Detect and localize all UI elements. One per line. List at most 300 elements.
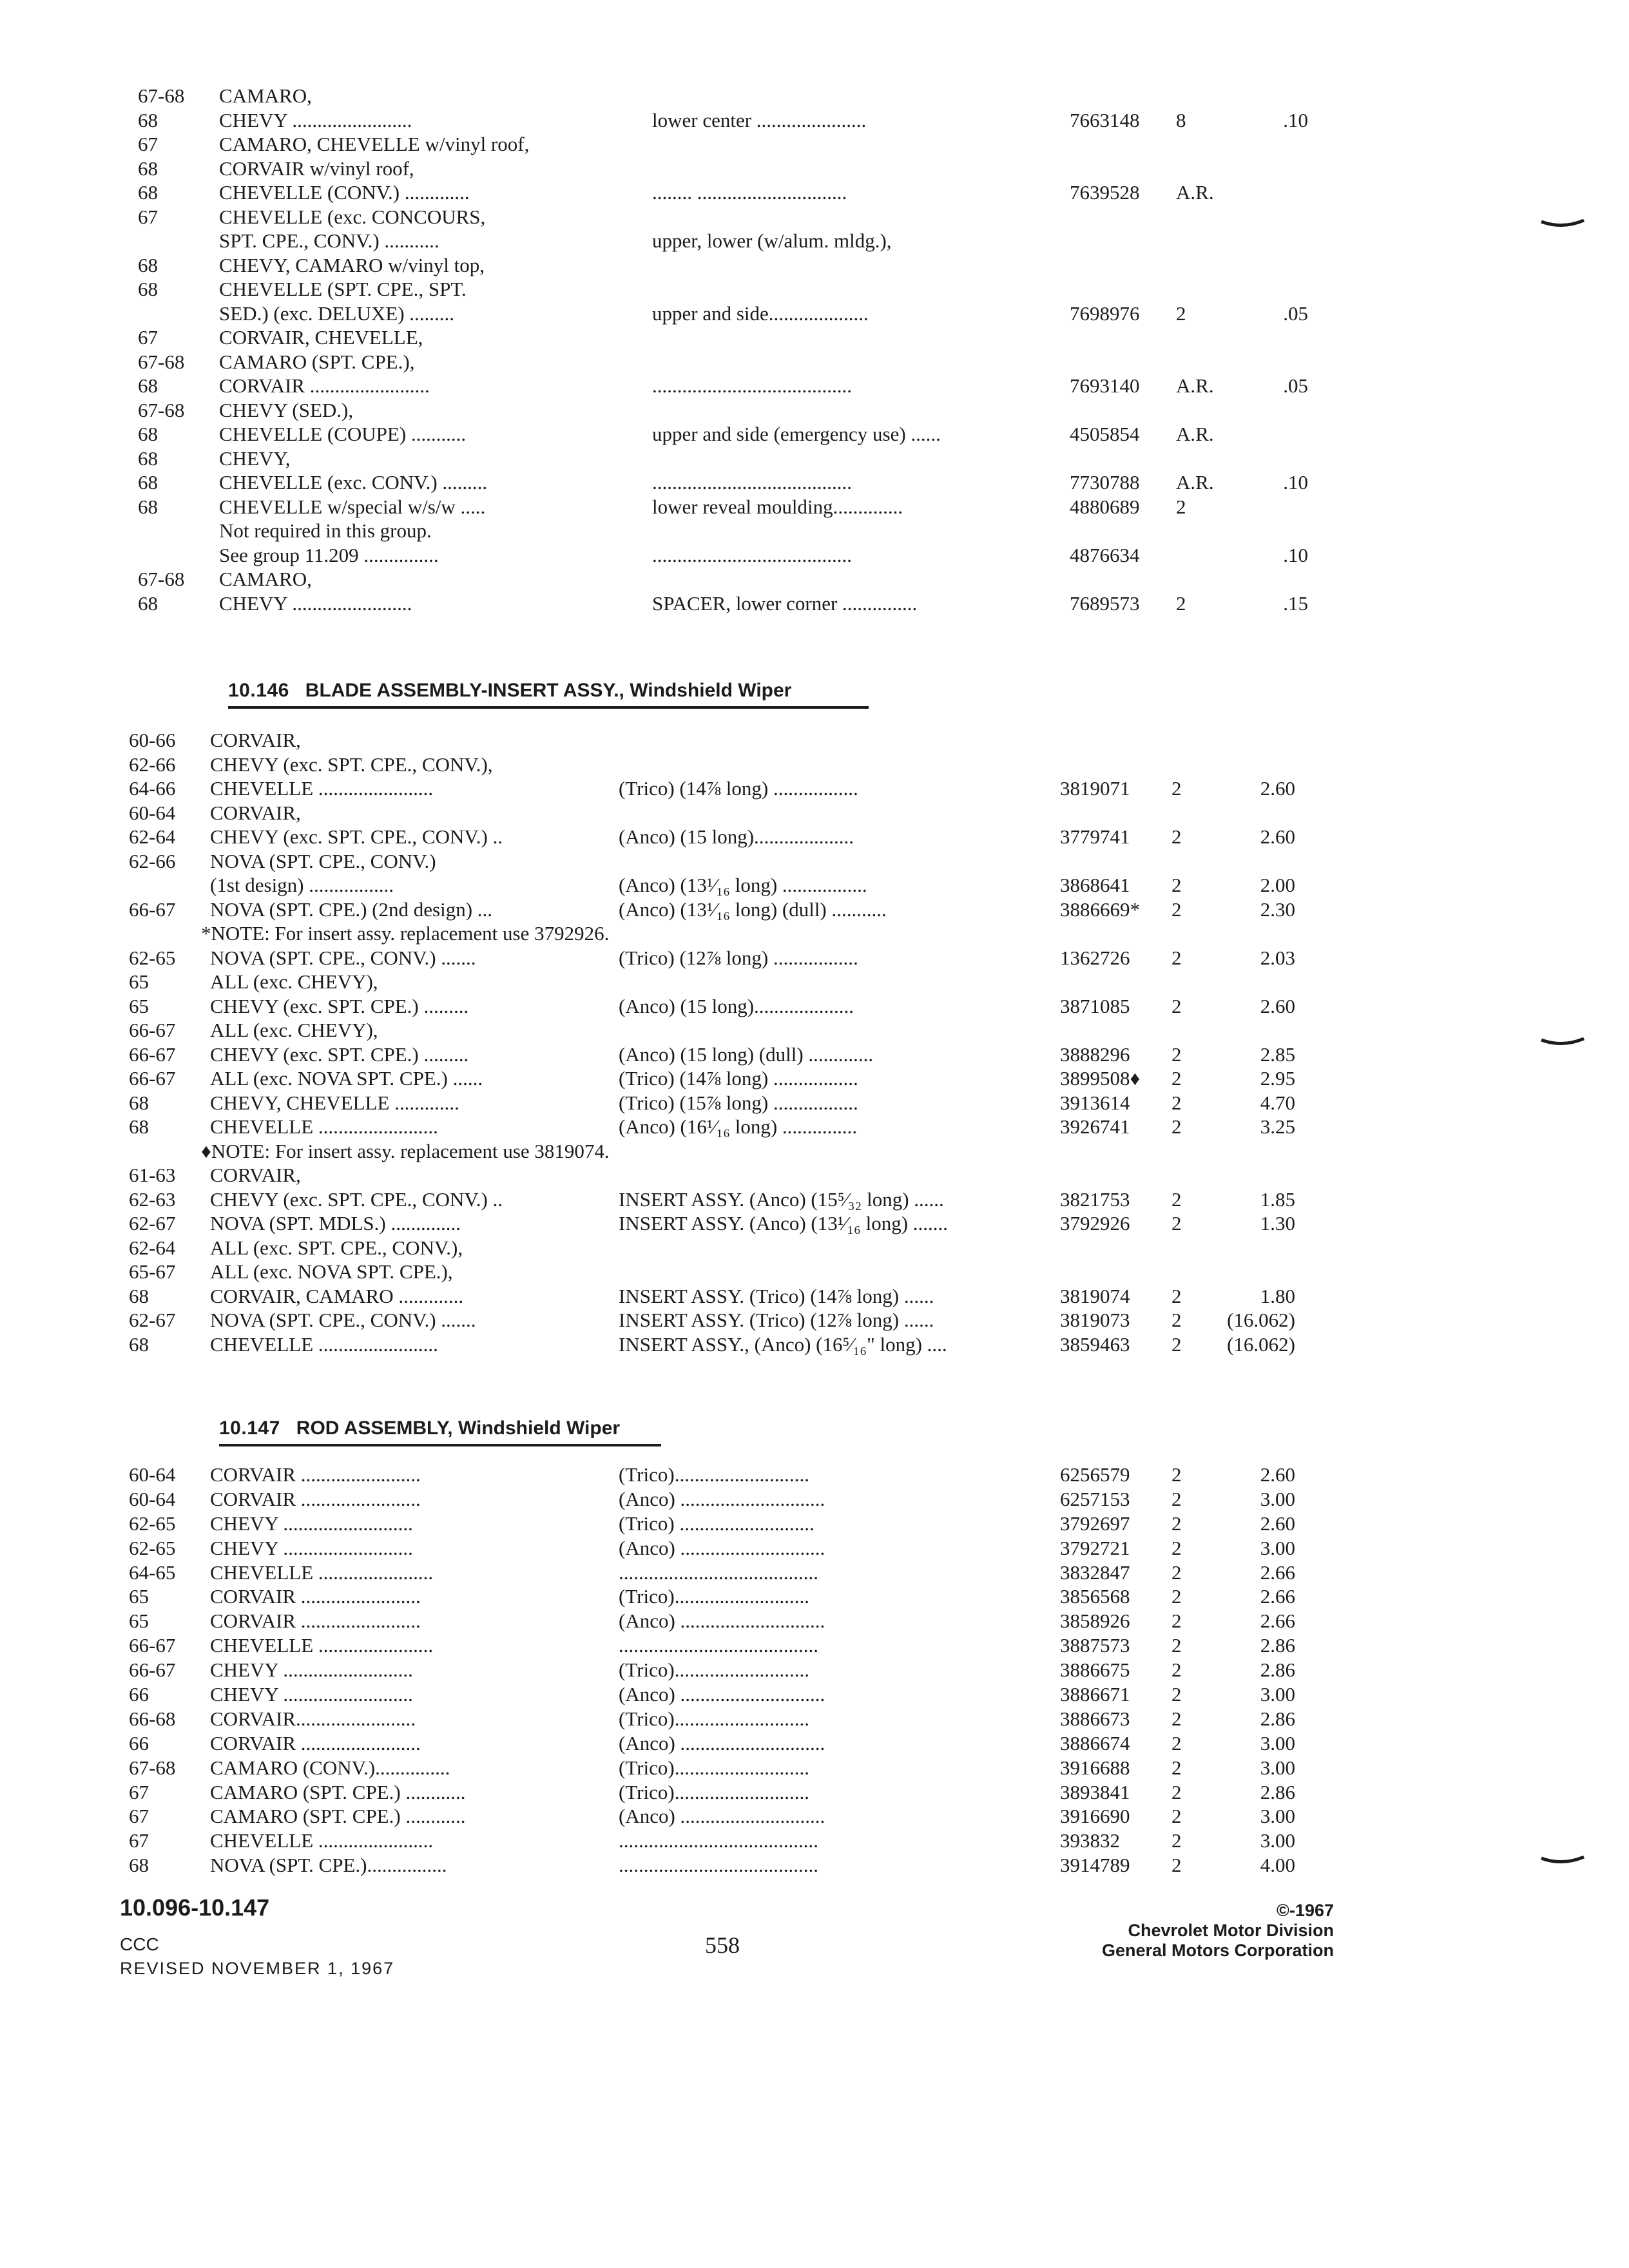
part-description: INSERT ASSY. (Anco) (13¹⁄₁₆ long) .......	[619, 1212, 949, 1235]
parts-row	[0, 1780, 1629, 1805]
quantity: 2	[1171, 1854, 1182, 1877]
quantity: 2	[1171, 1067, 1182, 1090]
part-description: (Anco) (16¹⁄₁₆ long) ...............	[619, 1115, 858, 1138]
model-year: 68	[138, 278, 158, 300]
model-year: 66	[129, 1731, 149, 1754]
parts-row	[0, 1018, 1629, 1043]
parts-row	[0, 1584, 1629, 1609]
price: 2.86	[1260, 1780, 1295, 1803]
part-number: 3916688	[1060, 1756, 1130, 1779]
model-name: CAMARO (CONV.)...............	[210, 1756, 450, 1779]
model-year: 68	[138, 591, 158, 615]
corporation: General Motors Corporation	[1101, 1941, 1334, 1960]
model-year: 68	[129, 1332, 149, 1356]
parts-row	[0, 277, 1629, 302]
part-description: INSERT ASSY. (Anco) (15⁵⁄₃₂ long) ......	[619, 1187, 944, 1211]
parts-row	[0, 519, 1629, 543]
model-name: CORVAIR ........................	[210, 1731, 421, 1754]
model-name: NOVA (SPT. CPE., CONV.) .......	[210, 1309, 476, 1331]
quantity: 2	[1171, 1487, 1182, 1510]
part-description: (Trico)...........................	[619, 1780, 809, 1803]
model-year: 68	[138, 181, 158, 204]
model-name: CHEVY (SED.),	[219, 398, 354, 421]
price: .05	[1283, 302, 1308, 325]
parts-row	[0, 1658, 1629, 1682]
model-name: NOVA (SPT. CPE.)................	[210, 1854, 447, 1877]
parts-row	[0, 1043, 1629, 1067]
model-name: NOVA (SPT. CPE., CONV.) .......	[210, 946, 476, 969]
quantity: A.R.	[1176, 423, 1214, 445]
model-name: CORVAIR........................	[210, 1707, 416, 1730]
binder-mark-icon	[1540, 219, 1585, 228]
quantity: 2	[1171, 1043, 1182, 1066]
model-year: 68	[129, 1854, 149, 1877]
part-description: (Anco) .............................	[619, 1487, 825, 1510]
parts-row	[0, 422, 1629, 447]
part-description: (Anco) .............................	[619, 1683, 825, 1706]
parts-row	[0, 825, 1629, 849]
model-year: 62-65	[129, 1536, 176, 1559]
part-number: 1362726	[1060, 946, 1130, 969]
part-number: 4876634	[1070, 543, 1140, 566]
model-year: 66-67	[129, 1634, 176, 1657]
part-number: 3821753	[1060, 1187, 1130, 1211]
quantity: A.R.	[1176, 471, 1214, 494]
model-year: 68	[138, 471, 158, 494]
part-description: (Trico) (14⅞ long) .................	[619, 1067, 858, 1090]
model-year: 67-68	[138, 350, 185, 373]
part-description: (Trico) ...........................	[619, 1512, 815, 1535]
quantity: 2	[1171, 1756, 1182, 1779]
quantity: 2	[1171, 1091, 1182, 1114]
part-description: upper and side....................	[652, 302, 869, 325]
part-description: lower reveal moulding..............	[652, 495, 903, 518]
model-year: 68	[138, 423, 158, 445]
price: .15	[1283, 591, 1308, 615]
section-rod-assembly	[0, 1463, 1629, 1878]
heading-underline	[219, 1444, 661, 1446]
price: 2.60	[1260, 1512, 1295, 1535]
parts-row	[0, 1487, 1629, 1512]
part-number: 3886675	[1060, 1658, 1130, 1682]
model-name: CHEVELLE ........................	[210, 1332, 438, 1356]
model-name: CHEVY ..........................	[210, 1536, 413, 1559]
parts-row	[0, 753, 1629, 777]
page-number: 558	[705, 1932, 740, 1958]
parts-row	[0, 1731, 1629, 1756]
model-year: 65	[129, 1610, 149, 1633]
price: 2.60	[1260, 777, 1295, 800]
part-number: 7693140	[1070, 374, 1140, 397]
parts-row	[0, 728, 1629, 753]
parts-row	[0, 776, 1629, 801]
model-year: 65	[129, 1585, 149, 1608]
model-year: 68	[138, 495, 158, 518]
part-description: (Anco) .............................	[619, 1731, 825, 1754]
parts-row	[0, 132, 1629, 157]
parts-row	[0, 1115, 1629, 1139]
model-name: CHEVY,	[219, 447, 291, 470]
parts-row	[0, 1756, 1629, 1780]
model-year: 68	[138, 157, 158, 180]
model-name: ALL (exc. CHEVY),	[210, 1019, 378, 1041]
part-description: upper, lower (w/alum. mldg.),	[652, 229, 892, 252]
parts-row	[0, 1561, 1629, 1585]
price: 3.00	[1260, 1756, 1295, 1779]
heading-number: 10.147	[219, 1418, 280, 1439]
part-number: 7698976	[1070, 302, 1140, 325]
quantity: 2	[1176, 302, 1186, 325]
heading-title: ROD ASSEMBLY, Windshield Wiper	[296, 1418, 621, 1439]
part-description: (Anco) .............................	[619, 1610, 825, 1633]
model-name: CHEVY (exc. SPT. CPE., CONV.),	[210, 753, 493, 776]
quantity: 2	[1171, 1536, 1182, 1559]
price: 2.60	[1260, 1463, 1295, 1486]
part-description: (Trico)...........................	[619, 1585, 809, 1608]
price: 2.66	[1260, 1585, 1295, 1608]
part-description: (Trico)...........................	[619, 1463, 809, 1486]
part-description: ........................................	[619, 1561, 818, 1584]
model-name: CHEVELLE .......................	[210, 777, 434, 800]
section-heading-blade-assembly	[228, 677, 869, 705]
parts-row	[0, 1163, 1629, 1187]
quantity: 2	[1171, 777, 1182, 800]
model-year: 65	[129, 994, 149, 1017]
parts-row	[0, 1804, 1629, 1829]
model-name: CORVAIR,	[210, 801, 301, 824]
model-name: CAMARO,	[219, 568, 312, 590]
part-number: 3792721	[1060, 1536, 1130, 1559]
parts-row	[0, 543, 1629, 568]
price: 3.00	[1260, 1829, 1295, 1852]
model-year: 67	[129, 1805, 149, 1828]
part-number: 3792697	[1060, 1512, 1130, 1535]
quantity: 2	[1171, 1561, 1182, 1584]
part-description: (Anco) (15 long)....................	[619, 825, 854, 848]
model-name: CORVAIR ........................	[210, 1585, 421, 1608]
price: 2.60	[1260, 994, 1295, 1017]
part-number: 3779741	[1060, 825, 1130, 848]
model-name: ALL (exc. NOVA SPT. CPE.) ......	[210, 1067, 483, 1090]
quantity: 2	[1171, 1610, 1182, 1633]
section-continued-mouldings	[0, 84, 1629, 615]
price: .10	[1283, 471, 1308, 494]
part-number: 3899508♦	[1060, 1067, 1141, 1090]
parts-row	[0, 1236, 1629, 1260]
model-name: CHEVELLE w/special w/s/w .....	[219, 495, 486, 518]
price: 2.86	[1260, 1658, 1295, 1682]
price: (16.062)	[1227, 1332, 1295, 1356]
part-description: (Anco) (13¹⁄₁₆ long) (dull) ...........	[619, 898, 887, 921]
model-year: 62-66	[129, 753, 176, 776]
model-year: 68	[129, 1284, 149, 1307]
quantity: 2	[1171, 1805, 1182, 1828]
price: 3.00	[1260, 1683, 1295, 1706]
model-name: CAMARO (SPT. CPE.),	[219, 350, 415, 373]
model-name: ALL (exc. NOVA SPT. CPE.),	[210, 1260, 453, 1283]
model-name: CHEVY (exc. SPT. CPE., CONV.) ..	[210, 1187, 503, 1211]
model-name: CHEVY ..........................	[210, 1512, 413, 1535]
part-number: 7639528	[1070, 181, 1140, 204]
part-description: ........................................	[652, 543, 852, 566]
quantity: 2	[1171, 1585, 1182, 1608]
model-year: 68	[129, 1091, 149, 1114]
part-description: (Trico)...........................	[619, 1658, 809, 1682]
parts-row	[0, 1829, 1629, 1853]
part-number: 6257153	[1060, 1487, 1130, 1510]
heading-number: 10.146	[228, 680, 289, 701]
model-year: 67	[138, 205, 158, 228]
part-number: 3792926	[1060, 1212, 1130, 1235]
part-description: (Trico) (12⅞ long) .................	[619, 946, 858, 969]
price: 2.00	[1260, 874, 1295, 896]
section-blade-assembly	[0, 728, 1629, 1356]
model-year: 62-67	[129, 1309, 176, 1331]
parts-row	[0, 398, 1629, 423]
price: (16.062)	[1227, 1309, 1295, 1331]
binder-mark-icon	[1540, 1856, 1585, 1865]
quantity: 2	[1176, 591, 1186, 615]
parts-row	[0, 253, 1629, 278]
part-description: ........................................	[619, 1854, 818, 1877]
price: .05	[1283, 374, 1308, 397]
quantity: 2	[1171, 1463, 1182, 1486]
parts-row	[0, 1091, 1629, 1115]
parts-row	[0, 873, 1629, 898]
model-year: 67	[138, 133, 158, 155]
part-description: (Trico) (15⅞ long) .................	[619, 1091, 858, 1114]
model-year: 60-64	[129, 801, 176, 824]
model-name: Not required in this group.	[219, 519, 432, 542]
price: 1.80	[1260, 1284, 1295, 1307]
part-number: 3856568	[1060, 1585, 1130, 1608]
part-description: (Trico)...........................	[619, 1756, 809, 1779]
model-name: CAMARO (SPT. CPE.) ............	[210, 1805, 466, 1828]
part-number: 3859463	[1060, 1332, 1130, 1356]
footer-revised-date: REVISED NOVEMBER 1, 1967	[120, 1959, 395, 1978]
model-year: 62-64	[129, 825, 176, 848]
model-name: CHEVY, CHEVELLE .............	[210, 1091, 459, 1114]
price: 4.00	[1260, 1854, 1295, 1877]
model-year: 66	[129, 1683, 149, 1706]
model-year: 60-64	[129, 1463, 176, 1486]
part-number: 4880689	[1070, 495, 1140, 518]
parts-row	[0, 801, 1629, 825]
model-name: CORVAIR,	[210, 1164, 301, 1186]
parts-row	[0, 1707, 1629, 1731]
parts-row	[0, 205, 1629, 229]
model-year: 62-65	[129, 1512, 176, 1535]
part-number: 3819071	[1060, 777, 1130, 800]
model-name: CHEVELLE (exc. CONCOURS,	[219, 205, 486, 228]
footnote	[0, 1139, 1629, 1164]
model-name: NOVA (SPT. CPE.) (2nd design) ...	[210, 898, 493, 921]
part-description: ........................................	[652, 374, 852, 397]
part-number: 3858926	[1060, 1610, 1130, 1633]
parts-row	[0, 84, 1629, 108]
quantity: 2	[1171, 1284, 1182, 1307]
quantity: A.R.	[1176, 181, 1214, 204]
price: 3.00	[1260, 1731, 1295, 1754]
part-description: (Anco) .............................	[619, 1536, 825, 1559]
parts-row	[0, 447, 1629, 471]
parts-row	[0, 157, 1629, 181]
model-year: 67-68	[138, 568, 185, 590]
model-year: 66-68	[129, 1707, 176, 1730]
model-year: 62-64	[129, 1236, 176, 1259]
parts-row	[0, 470, 1629, 495]
parts-row	[0, 898, 1629, 922]
model-name: CORVAIR, CHEVELLE,	[219, 326, 423, 349]
part-description: (Trico) (14⅞ long) .................	[619, 777, 858, 800]
model-name: NOVA (SPT. CPE., CONV.)	[210, 849, 436, 872]
price: 3.00	[1260, 1536, 1295, 1559]
quantity: 2	[1171, 1634, 1182, 1657]
part-number: 3886671	[1060, 1683, 1130, 1706]
part-number: 3819074	[1060, 1284, 1130, 1307]
part-number: 7730788	[1070, 471, 1140, 494]
part-description: INSERT ASSY., (Anco) (16⁵⁄₁₆" long) ....	[619, 1332, 947, 1356]
part-number: 3819073	[1060, 1309, 1130, 1331]
price: 2.85	[1260, 1043, 1295, 1066]
quantity: A.R.	[1176, 374, 1214, 397]
part-number: 3832847	[1060, 1561, 1130, 1584]
model-name: ALL (exc. CHEVY),	[210, 970, 378, 993]
model-year: 66-67	[129, 1067, 176, 1090]
price: 2.86	[1260, 1634, 1295, 1657]
part-number: 7689573	[1070, 591, 1140, 615]
part-description: INSERT ASSY. (Trico) (12⅞ long) ......	[619, 1309, 934, 1331]
quantity: 2	[1171, 1212, 1182, 1235]
parts-row	[0, 1260, 1629, 1284]
model-year: 67	[138, 326, 158, 349]
model-name: CORVAIR w/vinyl roof,	[219, 157, 414, 180]
model-name: CORVAIR ........................	[210, 1463, 421, 1486]
model-name: CHEVY ........................	[219, 108, 412, 131]
quantity: 2	[1171, 825, 1182, 848]
quantity: 2	[1171, 1332, 1182, 1356]
model-year: 60-66	[129, 729, 176, 751]
price: 2.60	[1260, 825, 1295, 848]
part-number: 3886673	[1060, 1707, 1130, 1730]
parts-row	[0, 1536, 1629, 1561]
quantity: 2	[1171, 1658, 1182, 1682]
price: 1.30	[1260, 1212, 1295, 1235]
quantity: 2	[1171, 898, 1182, 921]
model-year: 62-63	[129, 1187, 176, 1211]
model-year: 64-65	[129, 1561, 176, 1584]
model-year: 67	[129, 1780, 149, 1803]
quantity: 2	[1171, 1187, 1182, 1211]
footnote	[0, 921, 1629, 946]
model-name: NOVA (SPT. MDLS.) ..............	[210, 1212, 461, 1235]
model-name: CHEVELLE (SPT. CPE., SPT.	[219, 278, 467, 300]
price: 2.03	[1260, 946, 1295, 969]
price: 4.70	[1260, 1091, 1295, 1114]
quantity: 2	[1171, 1829, 1182, 1852]
part-description: (Trico)...........................	[619, 1707, 809, 1730]
parts-row	[0, 374, 1629, 398]
parts-row	[0, 108, 1629, 133]
price: 3.25	[1260, 1115, 1295, 1138]
quantity: 2	[1176, 495, 1186, 518]
parts-row	[0, 567, 1629, 591]
price: 2.95	[1260, 1067, 1295, 1090]
quantity: 2	[1171, 1115, 1182, 1138]
part-number: 4505854	[1070, 423, 1140, 445]
model-name: CAMARO (SPT. CPE.) ............	[210, 1780, 466, 1803]
footer-code: CCC	[120, 1934, 159, 1954]
model-name: See group 11.209 ...............	[219, 543, 439, 566]
parts-row	[0, 1332, 1629, 1357]
parts-row	[0, 229, 1629, 253]
part-description: (Anco) .............................	[619, 1805, 825, 1828]
footer-group-range: 10.096-10.147	[120, 1894, 270, 1921]
model-name: SED.) (exc. DELUXE) .........	[219, 302, 455, 325]
model-name: CHEVY ..........................	[210, 1683, 413, 1706]
parts-row	[0, 970, 1629, 994]
footer-copyright-block	[1089, 1901, 1334, 1961]
model-year: 66-67	[129, 1043, 176, 1066]
parts-row	[0, 1633, 1629, 1658]
model-year: 65-67	[129, 1260, 176, 1283]
parts-row	[0, 302, 1629, 326]
model-year: 60-64	[129, 1487, 176, 1510]
model-name: CHEVY (exc. SPT. CPE.) .........	[210, 1043, 469, 1066]
part-description: upper and side (emergency use) ......	[652, 423, 941, 445]
model-year: 68	[138, 447, 158, 470]
part-number: 3916690	[1060, 1805, 1130, 1828]
parts-row	[0, 1211, 1629, 1236]
price: 2.66	[1260, 1561, 1295, 1584]
model-name: CHEVELLE .......................	[210, 1829, 434, 1852]
division: Chevrolet Motor Division	[1128, 1921, 1334, 1940]
price: 3.00	[1260, 1487, 1295, 1510]
price: 3.00	[1260, 1805, 1295, 1828]
model-name: CHEVELLE .......................	[210, 1634, 434, 1657]
model-year: 68	[138, 108, 158, 131]
model-year: 67-68	[138, 398, 185, 421]
binder-mark-icon	[1540, 1037, 1585, 1046]
part-number: 3888296	[1060, 1043, 1130, 1066]
model-name: CHEVELLE ........................	[210, 1115, 438, 1138]
parts-row	[0, 946, 1629, 970]
heading-underline	[228, 706, 869, 709]
parts-row	[0, 994, 1629, 1019]
parts-row	[0, 1187, 1629, 1212]
part-number: 3871085	[1060, 994, 1130, 1017]
quantity: 2	[1171, 1309, 1182, 1331]
model-year: 67-68	[129, 1756, 176, 1779]
heading-title: BLADE ASSEMBLY-INSERT ASSY., Windshield Wiper	[305, 680, 792, 701]
price: .10	[1283, 543, 1308, 566]
part-number: 3887573	[1060, 1634, 1130, 1657]
model-year: 68	[138, 253, 158, 276]
quantity: 2	[1171, 1512, 1182, 1535]
model-year: 67	[129, 1829, 149, 1852]
parts-row	[0, 180, 1629, 205]
part-description: (Anco) (13¹⁄₁₆ long) .................	[619, 874, 867, 896]
model-name: CHEVELLE (COUPE) ...........	[219, 423, 467, 445]
parts-row	[0, 1609, 1629, 1633]
parts-row	[0, 1512, 1629, 1536]
part-description: ........................................	[619, 1634, 818, 1657]
quantity: 2	[1171, 1683, 1182, 1706]
model-year: 67-68	[138, 84, 185, 107]
model-year: 68	[129, 1115, 149, 1138]
quantity: 2	[1171, 874, 1182, 896]
model-year: 65	[129, 970, 149, 993]
